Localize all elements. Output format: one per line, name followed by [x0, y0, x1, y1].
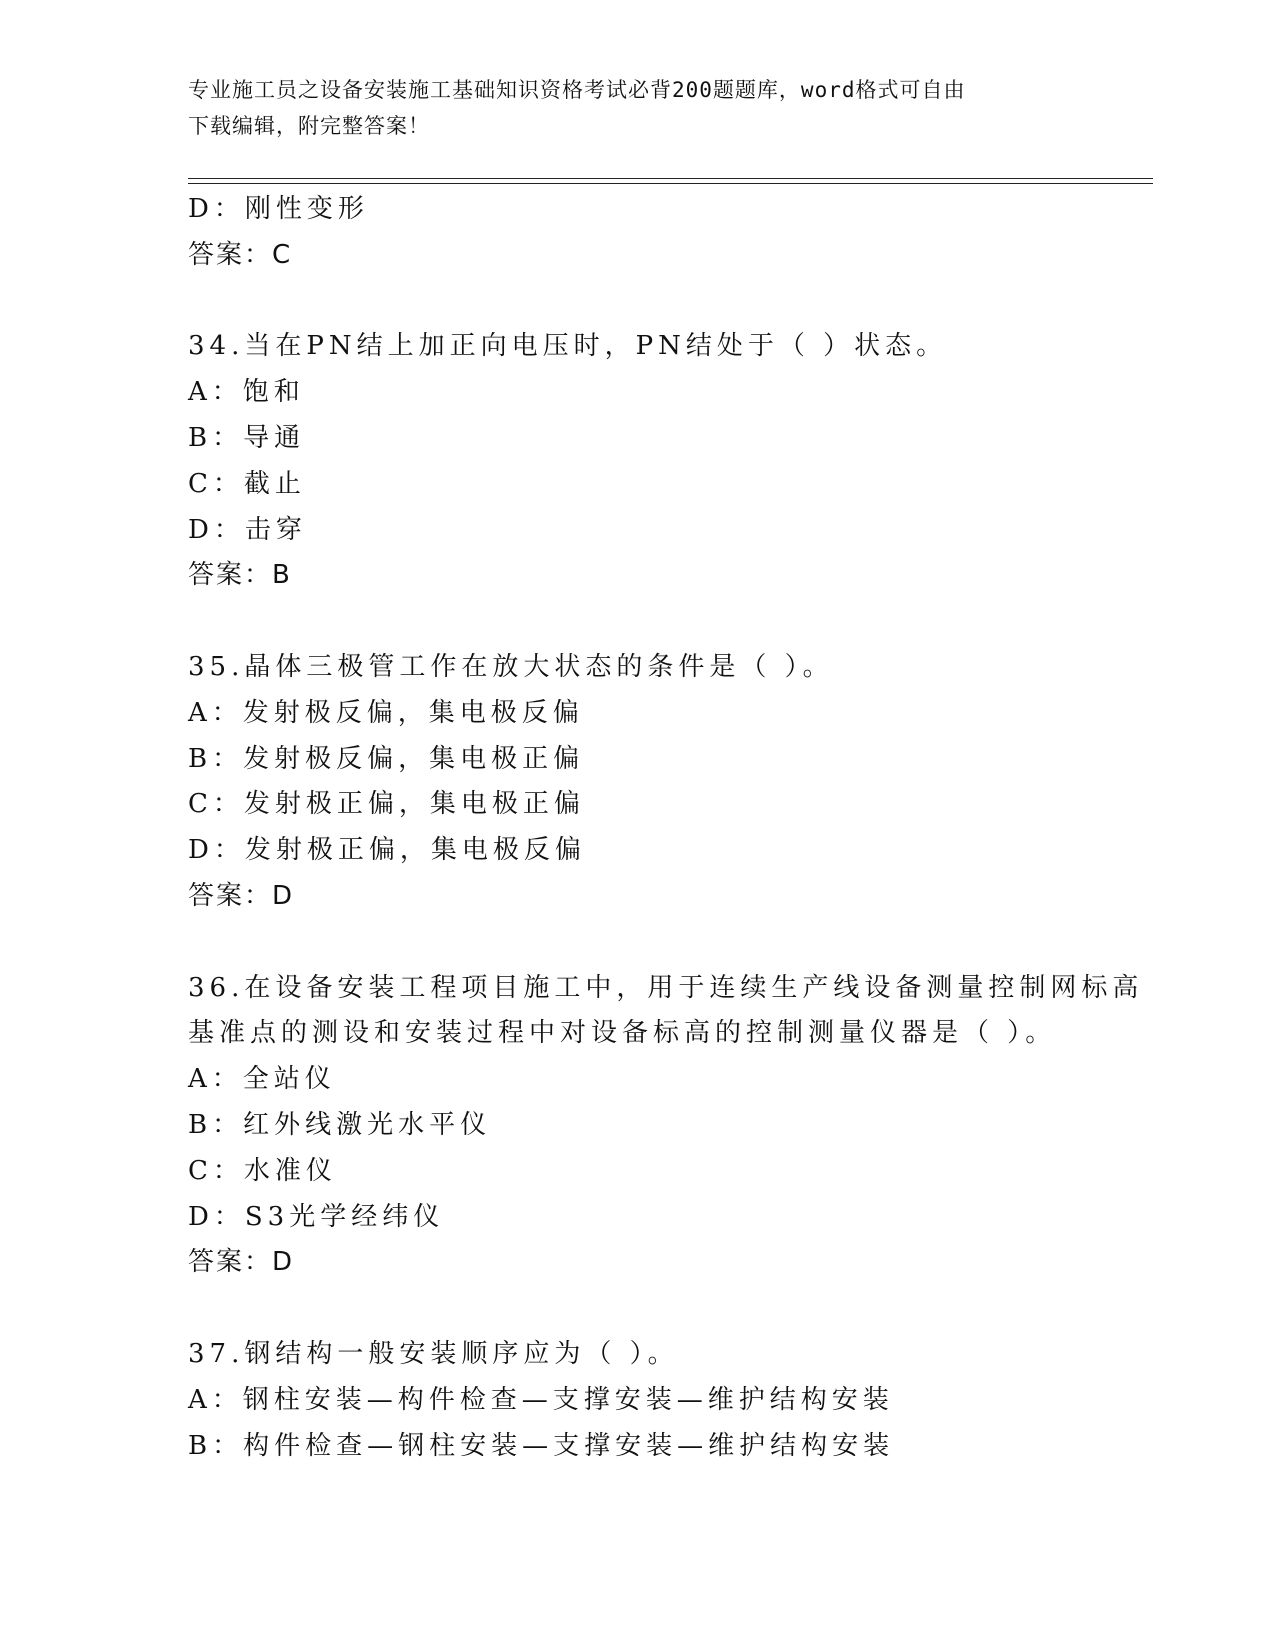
question-list — [188, 187, 1153, 1469]
spacer — [188, 279, 1153, 325]
header-line-2: 下载编辑，附完整答案！ — [188, 114, 430, 138]
question-34-option-b: B：导通 — [188, 422, 306, 453]
question-36-answer: 答案：D — [188, 1247, 295, 1278]
question-37-option-b: B：构件检查—钢柱安装—支撑安装—维护结构安装 — [188, 1430, 895, 1461]
question-36-option-d: D：S3光学经纬仪 — [188, 1201, 445, 1232]
question-35-option-c: C：发射极正偏，集电极正偏 — [188, 789, 585, 820]
question-35-option-d: D：发射极正偏，集电极反偏 — [188, 835, 586, 866]
header-rule-top — [188, 178, 1153, 179]
question-36-stem-line-2: 基准点的测设和安装过程中对设备标高的控制测量仪器是（ ）。 — [188, 1018, 1057, 1049]
question-35-answer: 答案：D — [188, 880, 295, 911]
spacer — [188, 599, 1153, 645]
header-line-1: 专业施工员之设备安装施工基础知识资格考试必背200题题库，word格式可自由 — [188, 78, 966, 102]
question-36-option-a: A：全站仪 — [188, 1064, 336, 1095]
question-35-option-a: A：发射极反偏，集电极反偏 — [188, 697, 584, 728]
question-34-option-d: D：击穿 — [188, 514, 307, 545]
question-34-option-c: C：截止 — [188, 468, 306, 499]
question-36-option-c: C：水准仪 — [188, 1155, 337, 1186]
question-35-option-b: B：发射极反偏，集电极正偏 — [188, 743, 585, 774]
question-37-option-a: A：钢柱安装—构件检查—支撑安装—维护结构安装 — [188, 1384, 894, 1415]
question-36-option-b: B：红外线激光水平仪 — [188, 1109, 492, 1140]
prev-answer: 答案：C — [188, 239, 293, 270]
spacer — [188, 920, 1153, 966]
spacer — [188, 1286, 1153, 1332]
question-34-answer: 答案：B — [188, 560, 292, 591]
question-36-stem-line-1: 36.在设备安装工程项目施工中，用于连续生产线设备测量控制网标高 — [188, 972, 1144, 1003]
header-rule-bottom — [188, 183, 1153, 184]
page-header — [188, 72, 1088, 144]
question-35-stem: 35.晶体三极管工作在放大状态的条件是（ ）。 — [188, 651, 834, 682]
question-34-stem: 34.当在PN结上加正向电压时，PN结处于（ ）状态。 — [188, 331, 948, 362]
question-37-stem: 37.钢结构一般安装顺序应为（ ）。 — [188, 1338, 679, 1369]
prev-option-d: D：刚性变形 — [188, 194, 369, 224]
question-34-option-a: A：饱和 — [188, 377, 305, 408]
